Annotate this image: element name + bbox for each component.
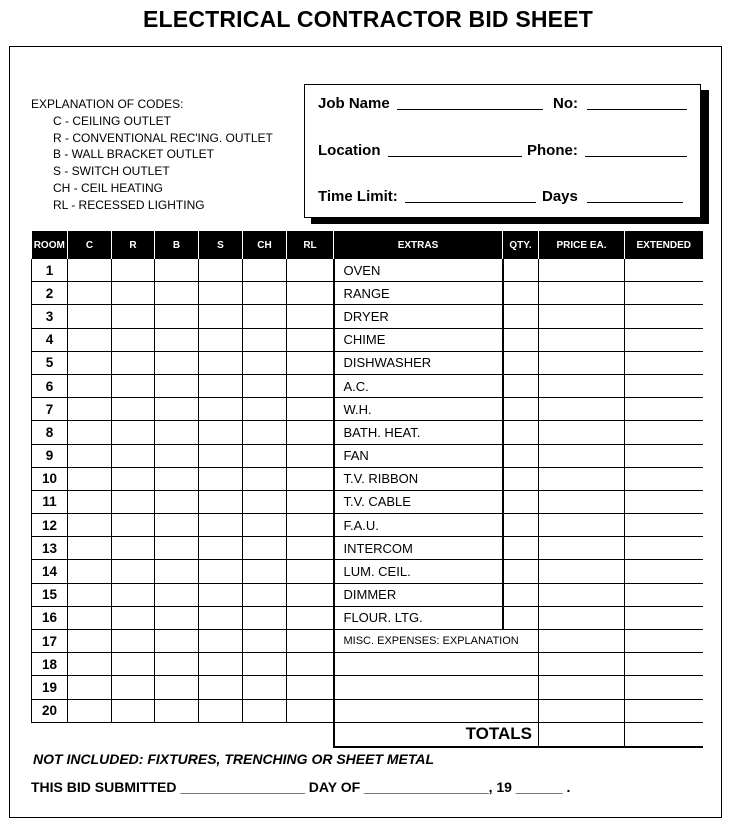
cell-r[interactable] [112,259,155,282]
room-number: 12 [32,514,68,537]
extras-cell[interactable]: DIMMER [334,583,503,606]
table-row [32,351,703,374]
code-item: CH - CEIL HEATING [53,180,164,195]
cell-rl[interactable] [287,421,334,444]
cell-c[interactable] [68,653,112,676]
qty-cell[interactable] [503,305,539,328]
cell-s[interactable] [199,606,243,629]
extras-cell[interactable] [334,676,539,699]
cell-r[interactable] [112,374,155,397]
cell-b[interactable] [155,444,199,467]
cell-s[interactable] [199,305,243,328]
cell-b[interactable] [155,421,199,444]
table-row [32,514,703,537]
cell-ch[interactable] [243,653,287,676]
table-row [32,467,703,490]
cell-ch[interactable] [243,282,287,305]
table-row [32,676,703,699]
cell-r[interactable] [112,282,155,305]
time-limit-label: Time Limit: [318,188,398,205]
table-row [32,560,703,583]
cell-ch[interactable] [243,630,287,653]
cell-r[interactable] [112,537,155,560]
extras-cell[interactable]: FAN [334,444,503,467]
header-ch: CH [243,231,287,259]
room-number: 10 [32,467,68,490]
cell-rl[interactable] [287,467,334,490]
cell-rl[interactable] [287,699,334,722]
cell-ch[interactable] [243,421,287,444]
cell-s[interactable] [199,514,243,537]
bid-table [31,231,703,748]
phone-field[interactable] [585,156,687,157]
cell-rl[interactable] [287,514,334,537]
cell-c[interactable] [68,467,112,490]
table-row [32,606,703,629]
header-b: B [155,231,199,259]
cell-b[interactable] [155,630,199,653]
cell-s[interactable] [199,328,243,351]
table-row [32,305,703,328]
cell-r[interactable] [112,467,155,490]
extras-cell[interactable]: T.V. CABLE [334,490,503,513]
room-number: 7 [32,398,68,421]
cell-c[interactable] [68,490,112,513]
cell-c[interactable] [68,282,112,305]
cell-ch[interactable] [243,490,287,513]
no-field[interactable] [587,109,687,110]
header-c: C [68,231,112,259]
extras-cell[interactable]: F.A.U. [334,514,503,537]
qty-cell[interactable] [503,351,539,374]
extended-cell[interactable] [625,514,703,537]
extended-cell[interactable] [625,421,703,444]
cell-c[interactable] [68,630,112,653]
cell-s[interactable] [199,467,243,490]
room-number: 15 [32,583,68,606]
cell-r[interactable] [112,398,155,421]
cell-r[interactable] [112,606,155,629]
cell-s[interactable] [199,259,243,282]
price-cell[interactable] [539,305,625,328]
cell-b[interactable] [155,305,199,328]
cell-rl[interactable] [287,583,334,606]
qty-cell[interactable] [503,490,539,513]
cell-b[interactable] [155,676,199,699]
table-row [32,653,703,676]
cell-c[interactable] [68,444,112,467]
code-item: C - CEILING OUTLET [53,113,172,128]
extended-cell[interactable] [625,351,703,374]
table-header-row [32,231,703,259]
price-cell[interactable] [539,606,625,629]
price-cell[interactable] [539,351,625,374]
cell-ch[interactable] [243,467,287,490]
cell-r[interactable] [112,583,155,606]
room-number: 6 [32,374,68,397]
cell-ch[interactable] [243,560,287,583]
table-row [32,537,703,560]
extended-cell[interactable] [625,328,703,351]
cell-rl[interactable] [287,282,334,305]
cell-rl[interactable] [287,490,334,513]
extras-cell[interactable]: LUM. CEIL. [334,560,503,583]
page-title: ELECTRICAL CONTRACTOR BID SHEET [142,6,594,32]
room-number: 16 [32,606,68,629]
codes-legend [31,96,273,214]
cell-c[interactable] [68,259,112,282]
cell-ch[interactable] [243,305,287,328]
price-cell[interactable] [539,676,625,699]
extras-cell[interactable]: BATH. HEAT. [334,421,503,444]
table-row [32,699,703,722]
codes-heading: EXPLANATION OF CODES: [31,97,184,111]
cell-b[interactable] [155,490,199,513]
cell-rl[interactable] [287,305,334,328]
room-number: 2 [32,282,68,305]
cell-s[interactable] [199,653,243,676]
cell-rl[interactable] [287,606,334,629]
cell-b[interactable] [155,583,199,606]
extended-cell[interactable] [625,699,703,722]
cell-c[interactable] [68,421,112,444]
totals-extended-cell[interactable] [625,722,703,747]
cell-ch[interactable] [243,676,287,699]
totals-price-cell[interactable] [539,722,625,747]
cell-rl[interactable] [287,537,334,560]
room-number: 1 [32,259,68,282]
cell-b[interactable] [155,606,199,629]
qty-cell[interactable] [503,560,539,583]
cell-rl[interactable] [287,653,334,676]
cell-r[interactable] [112,421,155,444]
cell-s[interactable] [199,490,243,513]
qty-cell[interactable] [503,282,539,305]
cell-c[interactable] [68,537,112,560]
cell-r[interactable] [112,305,155,328]
cell-rl[interactable] [287,259,334,282]
cell-r[interactable] [112,351,155,374]
cell-c[interactable] [68,328,112,351]
cell-s[interactable] [199,421,243,444]
extras-cell[interactable]: MISC. EXPENSES: EXPLANATION [334,630,539,653]
bid-submitted-line: THIS BID SUBMITTED ________________ DAY OF ________________, 19 ______ . [31,779,571,795]
cell-b[interactable] [155,328,199,351]
cell-s[interactable] [199,398,243,421]
cell-c[interactable] [68,583,112,606]
cell-r[interactable] [112,699,155,722]
table-row [32,583,703,606]
extended-cell[interactable] [625,583,703,606]
extended-cell[interactable] [625,630,703,653]
table-row [32,398,703,421]
header-price: PRICE EA. [539,231,625,259]
price-cell[interactable] [539,467,625,490]
cell-r[interactable] [112,630,155,653]
cell-b[interactable] [155,398,199,421]
cell-ch[interactable] [243,259,287,282]
table-row [32,259,703,282]
cell-ch[interactable] [243,398,287,421]
cell-r[interactable] [112,653,155,676]
cell-s[interactable] [199,282,243,305]
price-cell[interactable] [539,259,625,282]
room-number: 14 [32,560,68,583]
qty-cell[interactable] [503,467,539,490]
cell-c[interactable] [68,514,112,537]
table-row [32,490,703,513]
cell-ch[interactable] [243,699,287,722]
job-info-box [304,84,701,218]
extended-cell[interactable] [625,374,703,397]
cell-s[interactable] [199,444,243,467]
extras-cell[interactable]: A.C. [334,374,503,397]
extended-cell[interactable] [625,653,703,676]
phone-label: Phone: [527,142,578,159]
no-label: No: [553,95,578,112]
cell-ch[interactable] [243,374,287,397]
extended-cell[interactable] [625,606,703,629]
cell-b[interactable] [155,259,199,282]
cell-c[interactable] [68,398,112,421]
extras-cell[interactable]: DISHWASHER [334,351,503,374]
table-row [32,421,703,444]
days-field[interactable] [587,202,683,203]
extended-cell[interactable] [625,676,703,699]
cell-b[interactable] [155,537,199,560]
cell-b[interactable] [155,560,199,583]
extras-cell[interactable]: CHIME [334,328,503,351]
cell-c[interactable] [68,351,112,374]
cell-s[interactable] [199,583,243,606]
price-cell[interactable] [539,398,625,421]
room-number: 9 [32,444,68,467]
cell-rl[interactable] [287,630,334,653]
cell-b[interactable] [155,467,199,490]
cell-b[interactable] [155,653,199,676]
extended-cell[interactable] [625,444,703,467]
price-cell[interactable] [539,583,625,606]
totals-row [32,722,703,747]
extras-cell[interactable]: INTERCOM [334,537,503,560]
cell-c[interactable] [68,560,112,583]
cell-rl[interactable] [287,374,334,397]
qty-cell[interactable] [503,421,539,444]
cell-s[interactable] [199,699,243,722]
cell-c[interactable] [68,374,112,397]
not-included-note: NOT INCLUDED: FIXTURES, TRENCHING OR SHEET METAL [33,751,435,767]
extended-cell[interactable] [625,282,703,305]
cell-ch[interactable] [243,606,287,629]
room-number: 3 [32,305,68,328]
table-row [32,374,703,397]
location-label: Location [318,142,381,159]
cell-ch[interactable] [243,328,287,351]
extended-cell[interactable] [625,467,703,490]
cell-rl[interactable] [287,444,334,467]
cell-ch[interactable] [243,444,287,467]
room-number: 19 [32,676,68,699]
qty-cell[interactable] [503,444,539,467]
price-cell[interactable] [539,537,625,560]
price-cell[interactable] [539,630,625,653]
cell-s[interactable] [199,374,243,397]
header-qty: QTY. [503,231,539,259]
qty-cell[interactable] [503,259,539,282]
cell-r[interactable] [112,328,155,351]
header-extended: EXTENDED [625,231,703,259]
room-number: 18 [32,653,68,676]
qty-cell[interactable] [503,606,539,629]
code-item: R - CONVENTIONAL REC'ING. OUTLET [53,130,273,145]
cell-b[interactable] [155,351,199,374]
qty-cell[interactable] [503,398,539,421]
cell-r[interactable] [112,514,155,537]
extras-cell[interactable] [334,699,539,722]
cell-r[interactable] [112,676,155,699]
extras-cell[interactable]: W.H. [334,398,503,421]
extras-cell[interactable]: FLOUR. LTG. [334,606,503,629]
room-number: 20 [32,699,68,722]
cell-rl[interactable] [287,676,334,699]
cell-b[interactable] [155,514,199,537]
cell-s[interactable] [199,537,243,560]
room-number: 17 [32,630,68,653]
table-row [32,328,703,351]
cell-b[interactable] [155,282,199,305]
table-row [32,282,703,305]
price-cell[interactable] [539,421,625,444]
extended-cell[interactable] [625,560,703,583]
table-row [32,630,703,653]
table-row [32,444,703,467]
room-number: 13 [32,537,68,560]
cell-c[interactable] [68,676,112,699]
cell-ch[interactable] [243,537,287,560]
cell-ch[interactable] [243,514,287,537]
location-field[interactable] [388,156,522,157]
cell-rl[interactable] [287,398,334,421]
room-number: 5 [32,351,68,374]
price-cell[interactable] [539,374,625,397]
qty-cell[interactable] [503,374,539,397]
extras-cell[interactable]: RANGE [334,282,503,305]
job-name-field[interactable] [397,109,543,110]
extended-cell[interactable] [625,398,703,421]
cell-rl[interactable] [287,351,334,374]
totals-spacer [32,722,334,747]
room-number: 8 [32,421,68,444]
cell-s[interactable] [199,560,243,583]
cell-ch[interactable] [243,583,287,606]
code-item: S - SWITCH OUTLET [53,164,170,179]
cell-ch[interactable] [243,351,287,374]
qty-cell[interactable] [503,514,539,537]
cell-r[interactable] [112,560,155,583]
cell-c[interactable] [68,699,112,722]
extras-cell[interactable]: DRYER [334,305,503,328]
price-cell[interactable] [539,444,625,467]
price-cell[interactable] [539,328,625,351]
code-item: B - WALL BRACKET OUTLET [53,147,214,162]
price-cell[interactable] [539,490,625,513]
cell-s[interactable] [199,351,243,374]
qty-cell[interactable] [503,328,539,351]
header-s: S [199,231,243,259]
extras-cell[interactable]: OVEN [334,259,503,282]
extras-cell[interactable] [334,653,539,676]
extended-cell[interactable] [625,259,703,282]
cell-r[interactable] [112,444,155,467]
price-cell[interactable] [539,653,625,676]
cell-rl[interactable] [287,560,334,583]
cell-s[interactable] [199,630,243,653]
extended-cell[interactable] [625,490,703,513]
days-label: Days [542,188,578,205]
cell-r[interactable] [112,490,155,513]
header-room: ROOM [32,231,68,259]
room-number: 11 [32,490,68,513]
cell-c[interactable] [68,305,112,328]
price-cell[interactable] [539,699,625,722]
header-rl: RL [287,231,334,259]
cell-c[interactable] [68,606,112,629]
extras-cell[interactable]: T.V. RIBBON [334,467,503,490]
cell-b[interactable] [155,699,199,722]
cell-rl[interactable] [287,328,334,351]
cell-b[interactable] [155,374,199,397]
cell-s[interactable] [199,676,243,699]
price-cell[interactable] [539,282,625,305]
extended-cell[interactable] [625,537,703,560]
totals-label: TOTALS [334,722,539,747]
time-limit-field[interactable] [405,202,536,203]
header-extras: EXTRAS [334,231,503,259]
code-item: RL - RECESSED LIGHTING [53,197,205,212]
extended-cell[interactable] [625,305,703,328]
price-cell[interactable] [539,514,625,537]
header-r: R [112,231,155,259]
price-cell[interactable] [539,560,625,583]
qty-cell[interactable] [503,537,539,560]
qty-cell[interactable] [503,583,539,606]
room-number: 4 [32,328,68,351]
job-name-label: Job Name [318,95,390,112]
